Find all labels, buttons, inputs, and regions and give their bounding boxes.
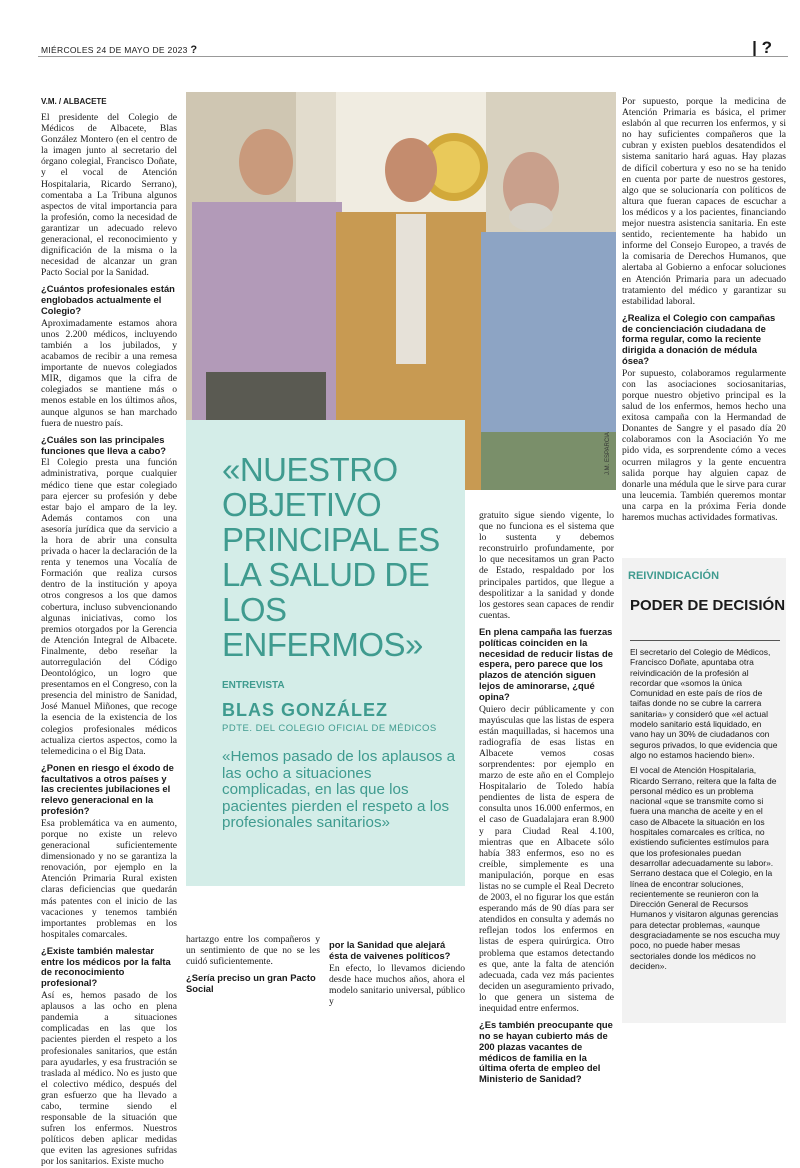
photo-credit: J.M. ESPARCIA	[605, 432, 611, 475]
headline: «NUESTRO OBJETIVO PRINCIPAL ES LA SALUD DE LOS ENFERMOS»	[222, 451, 440, 663]
interview-question: por la Sanidad que alejará ésta de vaivenes políticos?	[329, 939, 451, 961]
article-column-3	[479, 510, 614, 1085]
article-paragraph: Esa problemática va en aumento, porque no existe un relevo generacional suficientemente dimensionado y no se garantiza la renovación, por ejemplo en la Atención Primaria Rural existen claras deficiencias que quedarán más patentes con el inicio de las vacaciones y tenemos también importantes problemas en los hospitales comarcales.	[41, 817, 177, 940]
sidebar-label: REIVINDICACIÓN	[628, 570, 720, 582]
article-paragraph: Así es, hemos pasado de los aplausos a las ocho en plena pandemia a situaciones complicadas en las que los pacientes pierden el respeto a los profesionales sanitarios, que están para ayudarles, y esa frustración se traslada al médico. No es justo que el colectivo médico, después del gran esfuerzo que ha llevado a cabo, termine siendo el responsable de la situación que sufren los enfermos. Nuestros políticos deben aplicar medidas que eviten las agresiones sufridas por los sanitarios. Existe mucho	[41, 990, 177, 1168]
article-paragraph: gratuito sigue siendo vigente, lo que no funciona es el sistema que lo sustenta y debemos reconstruirlo profundamente, por lo que necesitamos un gran Pacto de Estado, respaldado por los principales partidos, que llegue a despolitizar a la sanidad y donde los gestores sean capaces de rendir cuentas.	[479, 510, 614, 621]
header-rule	[38, 56, 788, 57]
page-header-mark: | ?	[752, 38, 772, 57]
interview-question: ¿Cuáles son las principales funciones que lleva a cabo?	[41, 433, 167, 456]
sidebar-paragraph: El secretario del Colegio de Médicos, Francisco Doñate, apuntaba otra reivindicación de la profesión al recordar que «somos la única Comunidad en este país de ríos de taifas donde no se cubre la carrera sanitaria» y consideró que «el actual modelo sanitario está liquidado, en vano hay un 30% de ciudadanos con seguros privados, lo que evidencia que algo no estamos haciendo bien».	[630, 647, 778, 760]
article-paragraph: Por supuesto, colaboramos regularmente con las asociaciones sociosanitarias, porque nuestro objetivo principal es la salud de los enfermos, hemos hecho una exitosa campaña con la Hermandad de Donantes de Sangre y el pasado día 20 colaboramos con la Asociación Yo me pido vida, es sorprendente cómo a veces ocurren milagros y la gente encuentra salida porque hay alguien capaz de donarle una médula que le sirve para curar una leucemia. También queremos montar una carpa en la próxima Feria donde haremos muchas actividades formativas.	[622, 367, 786, 523]
article-paragraph: hartazgo entre los compañeros y un sentimiento de que no se les cuidó suficientemente.	[186, 934, 320, 968]
interview-question: ¿Sería preciso un gran Pacto Social	[186, 972, 316, 995]
interview-question: ¿Cuántos profesionales están englobados actualmente el Colegio?	[41, 283, 175, 316]
interview-question: En plena campaña las fuerzas políticas coinciden en la necesidad de reducir listas de espera, pero parece que los plazos de atención siguen lejos de aminorarse, ¿qué opina?	[479, 625, 613, 702]
pull-quote: «Hemos pasado de los aplausos a las ocho a situaciones complicadas, en las que los pacientes pierden el respeto a los profesionales sanitarios»	[222, 748, 456, 832]
article-column-4	[622, 96, 786, 551]
interview-question: ¿Realiza el Colegio con campañas de concienciación ciudadana de forma regular, como la reciente dirigida a donación de médula ósea?	[622, 311, 776, 366]
page-header-date	[41, 44, 197, 56]
article-paragraph: Aproximadamente estamos ahora unos 2.200 médicos, incluyendo también a los jubilados, y acabamos de recibir a una remesa importante de nuevos colegiados MIR, digamos que la cifra de colegiados se mantiene más o menos estable en los últimos años, aunque algunos se han marchado fuera de nuestro país.	[41, 317, 177, 429]
article-column-2-bottom	[186, 934, 320, 1019]
section-label: ENTREVISTA	[222, 680, 285, 691]
article-paragraph: El Colegio presta una función administrativa, porque cualquier médico tiene que estar colegiado para ejercer su profesión y debe estar bajo el amparo de la ley. Además contamos con una asesoría jurídica que da servicio a la hora de abrir una consulta privada o hacer la declaración de la renta y tenemos una Vocalía de Formación que realiza cursos dentro de la institución y apoya otros congresos a los que damos cobertura, incluso subvencionando algunas iniciativas, como los premios otorgados por la Gerencia de Atención Integral de Albacete. Finalmente, debo reseñar la autorregulación del Código Deontológico, un logro que presentamos en el Congreso, con la presencia del ministro de Sanidad, José Manuel Miñones, que recoge la esencia de la existencia de los colegios profesionales médicos actualiza ciertos aspectos, como la telemedicina o el Big Data.	[41, 457, 177, 757]
sidebar-rule	[630, 640, 780, 641]
article-paragraph: Quiero decir públicamente y con mayúsculas que las listas de espera están maquilladas, si hacemos una radiografía de esas listas en Albacete vemos cosas sorprendentes: por ejemplo en marzo de este año en el Complejo Hospitalario de Toledo había pendientes de lista de espera de consulta unos 16.000 enfermos, en el caso de Guadalajara eran 8.900 y para Ciudad Real 4.100, mientras que en Albacete sólo había 383 enfermos, eso no es creíble, simplemente es una manipulación, porque en esas listas no se cumple el Real Decreto de 2003, el no figurar los que están esperando más de 90 días para ser atendidos en consulta y además no reflejan todos los enfermos en listas de espera quirúrgica. Otro problema que estamos detectando es que, ante la falta de atención adecuada, cada vez más pacientes deciden un aseguramiento privado, lo que genera un sistema de inequidad entre enfermos.	[479, 703, 614, 1015]
header-date-text: MIÉRCOLES 24 DE MAYO DE 2023	[41, 45, 188, 55]
interview-question: ¿Existe también malestar entre los médicos por la falta de reconocimiento profesional?	[41, 944, 171, 989]
interview-question: ¿Es también preocupante que no se hayan cubierto más de 200 plazas vacantes de médicos de familia en la última oferta de empleo del Ministerio de Sanidad?	[479, 1019, 613, 1085]
byline: V.M. / ALBACETE	[41, 97, 107, 106]
header-mark: ?	[190, 44, 198, 56]
sidebar-text	[630, 647, 782, 976]
interview-question: ¿Ponen en riesgo el éxodo de facultativos a otros países y las crecientes jubilaciones el relevo generacional en la profesión?	[41, 761, 174, 817]
article-paragraph: En efecto, lo llevamos diciendo desde hace muchos años, ahora el modelo sanitario universal, público y	[329, 962, 465, 1007]
sidebar-paragraph: El vocal de Atención Hospitalaria, Ricardo Serrano, reitera que la falta de personal médico es un problema nacional «que se transmite como si fuera una mancha de aceite y en el caso de Albacete la situación en los hospitales comarcales es crítica, no existiendo suficientes estímulos para que los profesionales puedan desarrollar adecuadamente su labor». Serrano destaca que el Colegio, en la línea de encontrar soluciones, recientemente se reunieron con la Dirección General de Recursos Humanos y visitaron algunas gerencias para detectar problemas, «aunque desgraciadamente se nos escucha muy poco, no puede haber mesas sectoriales donde los médicos no deciden».	[630, 765, 780, 971]
article-paragraph: Por supuesto, porque la medicina de Atención Primaria es básica, el primer eslabón al que recurren los enfermos, y si no hay suficientes compañeros que la cubran y existen pueblos desatendidos el sistema sanitario hará aguas. Hay plazas de difícil cobertura y eso no se ha tenido en cuenta por parte de nuestros gestores, algo que se solucionaría con políticos de altura que fueran capaces de escuchar a los médicos y a los pacientes, financiando mejor nuestra asistencia sanitaria. En este sentido, recientemente ha habido un informe del Consejo Europeo, a través de la comisaria de Derechos Humanos, que alertaba al Gobierno a enfocar soluciones en Atención Primaria para un adecuado tratamiento del médico y garantizar su estabilidad laboral.	[622, 96, 786, 307]
sidebar-title: PODER DE DECISIÓN	[630, 597, 786, 614]
article-paragraph: El presidente del Colegio de Médicos de Albacete, Blas González Montero (en el centro de la imagen junto al secretario del órgano colegial, Francisco Doñate, y el vocal de Atención Hospitalaria, Ricardo Serrano), comentaba a La Tribuna algunos aspectos de vital importancia para la profesión, como la necesidad de garantizar un adecuado relevo generacional, el reconocimiento y dignificación de la misma o la necesidad de alcanzar un gran Pacto Social por la Sanidad.	[41, 112, 177, 279]
article-column-3-bottom	[329, 934, 465, 1019]
interviewee-role: PDTE. DEL COLEGIO OFICIAL DE MÉDICOS	[222, 723, 437, 734]
article-column-1	[41, 112, 177, 1168]
interviewee-name: BLAS GONZÁLEZ	[222, 700, 388, 720]
